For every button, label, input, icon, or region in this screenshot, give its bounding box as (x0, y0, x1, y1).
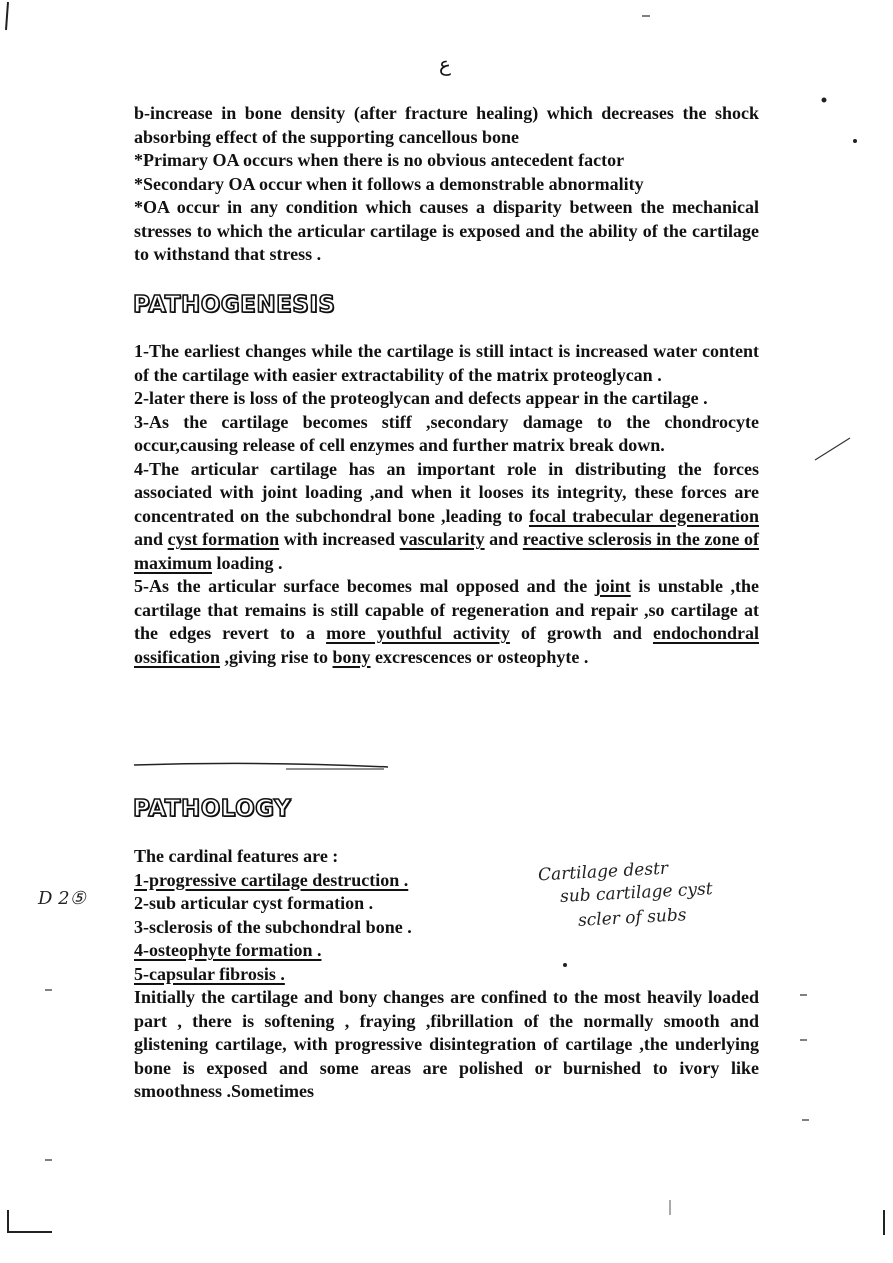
handwritten-note-line: scler of subs (577, 905, 687, 931)
underlined-phrase: bony (332, 646, 371, 667)
intro-paragraph: *Primary OA occurs when there is no obvious antecedent factor (134, 150, 625, 170)
text-run: 4-The articular cartilage has an important role in distributing the forces associated with joint loading ,and when it looses its integrity, these forces are concentrated on the subchondral bone ,leading to (134, 458, 759, 526)
scan-dot (822, 98, 827, 103)
pathology-intro: The cardinal features are : (134, 846, 339, 866)
pathogenesis-heading: PATHOGENESIS (133, 292, 336, 318)
text-run: of growth and (509, 623, 653, 643)
pathogenesis-item-1: 1-The earliest changes while the cartilage is still intact is increased water content of the cartilage with easier extractability of the matrix proteoglycan . (134, 341, 759, 385)
text-run: 5-As the articular surface becomes mal opposed and the (134, 576, 595, 596)
scan-edge-mark (6, 2, 8, 30)
underlined-phrase: reactive sclerosis in the zone of maximum (134, 529, 759, 573)
handwritten-note-line: sub cartilage cyst (559, 879, 714, 907)
feature-text: 5-capsular fibrosis . (134, 963, 285, 984)
pathology-closing-paragraph: Initially the cartilage and bony changes are confined to the most heavily loaded part , there is softening , fraying ,fibrillation of the normally smooth and glistening cartilage, with progressive disintegration of cartilage ,the underlying bone is exposed and some areas are polished or burnished to ivory like smoothness .Sometimes (134, 987, 759, 1101)
text-run: excrescences or osteophyte . (370, 646, 589, 667)
underlined-phrase: vascularity (399, 529, 485, 549)
text-run: with increased (279, 529, 400, 549)
page-number: ع (439, 54, 451, 76)
underlined-phrase: more youthful activity (326, 623, 510, 643)
pen-underline (134, 763, 388, 767)
feature-text: 1-progressive cartilage destruction . (134, 869, 409, 890)
text-run: ,giving rise to (220, 646, 333, 667)
handwritten-note-line: Cartilage destr (537, 858, 669, 886)
pathogenesis-item-3: 3-As the cartilage becomes stiff ,secondary damage to the chondrocyte occur,causing release of cell enzymes and further matrix break down. (134, 411, 759, 455)
scan-dot (853, 139, 857, 143)
pathogenesis-item-2: 2-later there is loss of the proteoglycan and defects appear in the cartilage . (134, 388, 708, 408)
text-run: and (484, 529, 523, 549)
pathology-heading: PATHOLOGY (133, 796, 292, 822)
underlined-phrase: focal trabecular degeneration (528, 505, 759, 526)
pen-stroke (815, 438, 850, 460)
text-run: loading . (212, 552, 283, 573)
pathology-feature-2: 2-sub articular cyst formation . (134, 893, 374, 913)
underlined-phrase: endochondral ossification (134, 623, 760, 667)
intro-paragraph: *Secondary OA occur when it follows a demonstrable abnormality (134, 173, 644, 194)
scan-corner-mark (8, 1210, 52, 1232)
scan-dot (563, 963, 567, 967)
underlined-phrase: cyst formation (167, 529, 280, 549)
text-run: and (134, 529, 168, 549)
pathology-feature-3: 3-sclerosis of the subchondral bone . (134, 916, 412, 937)
intro-paragraph: *OA occur in any condition which causes a disparity between the mechanical stresses to which the articular cartilage is exposed and the ability of the cartilage to withstand that stress . (134, 197, 759, 264)
handwritten-margin-mark: D 2⑤ (38, 888, 86, 909)
underlined-phrase: joint (594, 576, 631, 596)
text-run: is unstable ,the cartilage that remains is still capable of regeneration and repair ,so cartilage at the edges revert to a (134, 576, 759, 643)
feature-text: 4-osteophyte formation . (134, 940, 322, 960)
intro-paragraph: b-increase in bone density (after fracture healing) which decreases the shock absorbing effect of the supporting cancellous bone (134, 103, 759, 147)
